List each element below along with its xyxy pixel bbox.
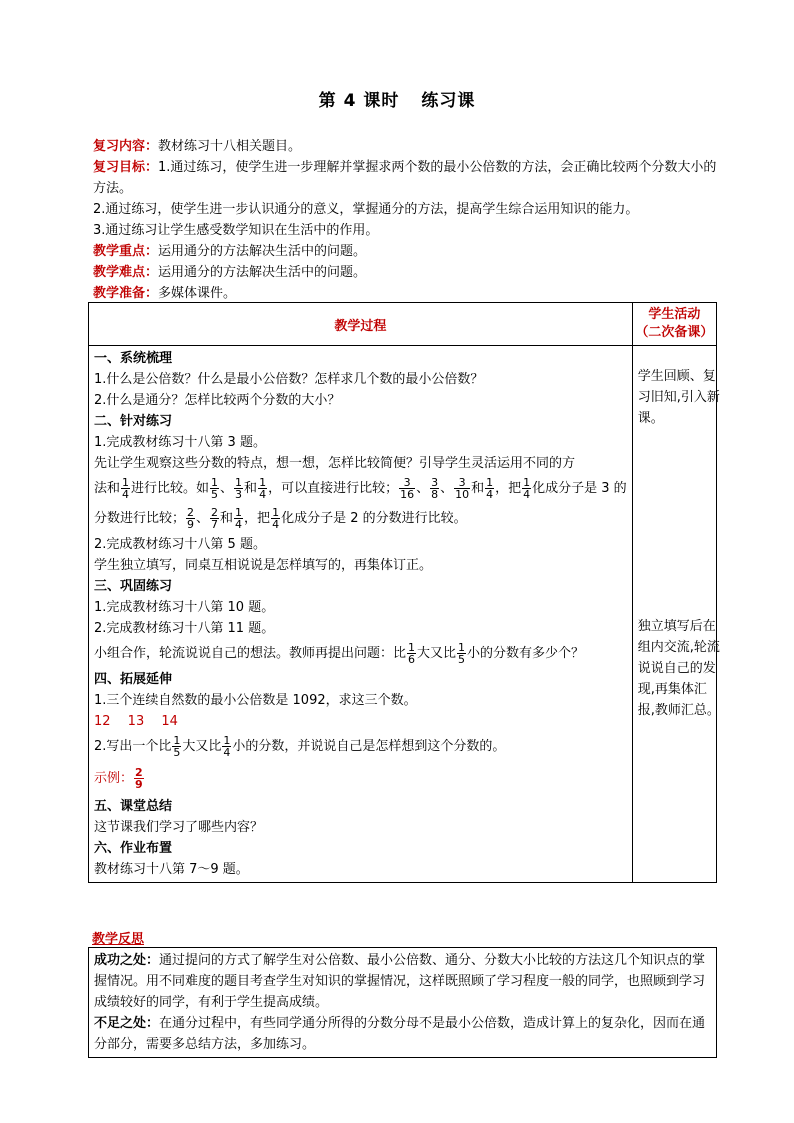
fraction: $\frac{1}{5}$ [458, 641, 466, 666]
fraction: $\frac{2}{9}$ [135, 766, 143, 791]
text-span: 化成分子是 2 的分数进行比较。 [281, 511, 467, 526]
reflection-box [88, 947, 717, 1058]
fraction-line [94, 504, 627, 534]
section-heading-2: 二、针对练习 [94, 414, 173, 429]
review-goal-row [93, 157, 723, 199]
text-line: 1.三个连续自然数的最小公倍数是 1092，求这三个数。 [94, 693, 417, 708]
text-span: 2.写出一个比 [94, 739, 172, 754]
text-line: 1.完成教材练习十八第 3 题。 [94, 435, 266, 450]
difficulty-row [93, 262, 723, 283]
text-span: 、 [196, 511, 210, 526]
lesson-meta [93, 136, 723, 304]
difficulty-text: 运用通分的方法解决生活中的问题。 [158, 265, 367, 280]
text-line: 这节课我们学习了哪些内容？ [94, 820, 264, 835]
text-line: 学生独立填写，同桌互相说说是怎样填写的，再集体订正。 [94, 558, 433, 573]
page-title [0, 86, 794, 111]
preparation-label: 教学准备： [93, 286, 159, 301]
student-activity-cell [632, 346, 720, 883]
student-activity-2: 独立填写后在组内交流,轮流说说自己的发现,再集体汇报,教师汇总。 [637, 619, 720, 718]
text-span: 大又比 [182, 739, 222, 754]
example-label: 示例： [94, 771, 134, 786]
success-text: 通过提问的方式了解学生对公倍数、最小公倍数、通分、分数大小比较的方法这几个知识点的掌握情况。用不同难度的题目考查学生对知识的掌握情况，这样既照顾了学习程度一般的同学，也照顾到学习成绩较好的同学，有利于学生提高成绩。 [94, 953, 706, 1010]
section-heading-5: 五、课堂总结 [94, 799, 173, 814]
review-goal-2: 2.通过练习，使学生进一步认识通分的意义，掌握通分的方法，提高学生综合运用知识的能力。 [93, 202, 639, 217]
title-lesson: 第 4 课时 [318, 91, 400, 111]
fraction-line [94, 474, 627, 504]
text-span: 分数进行比较； [94, 511, 186, 526]
fraction: $\frac{1}{5}$ [173, 734, 181, 759]
text-span: 和 [244, 481, 258, 496]
fraction: $\frac{1}{5}$ [211, 476, 219, 501]
text-span: 小的分数有多少个？ [467, 646, 585, 661]
fraction: $\frac{2}{9}$ [187, 506, 195, 531]
section-heading-6: 六、作业布置 [94, 841, 173, 856]
preparation-row [93, 283, 723, 304]
lesson-table [88, 302, 720, 883]
difficulty-label: 教学难点： [93, 265, 159, 280]
student-activity-subtitle: （二次备课） [635, 325, 714, 340]
success-label: 成功之处： [94, 953, 160, 968]
fraction: $\frac{1}{4}$ [272, 506, 280, 531]
example-line [94, 762, 627, 796]
reflection-title: 教学反思 [92, 932, 145, 947]
text-span: ，可以直接进行比较； [268, 481, 399, 496]
text-span: 法和 [94, 481, 121, 496]
text-line: 2.完成教材练习十八第 11 题。 [94, 621, 275, 636]
fraction: $\frac{1}{4}$ [523, 476, 531, 501]
fraction: $\frac{1}{4}$ [259, 476, 267, 501]
process-header: 教学过程 [89, 303, 633, 346]
key-point-label: 教学重点： [93, 244, 159, 259]
text-span: 小组合作，轮流说说自己的想法。教师再提出问题：比 [94, 646, 407, 661]
fraction-line [94, 639, 627, 669]
fraction: $\frac{1}{4}$ [235, 506, 243, 531]
fraction: $\frac{1}{4}$ [486, 476, 494, 501]
lack-label: 不足之处： [94, 1016, 160, 1031]
text-span: 、 [220, 481, 234, 496]
review-content-row [93, 136, 723, 157]
section-heading-4: 四、拓展延伸 [94, 672, 173, 687]
text-span: ，把 [244, 511, 271, 526]
process-cell [89, 346, 633, 883]
lack-paragraph [94, 1013, 711, 1055]
key-point-row [93, 241, 723, 262]
fraction: $\frac{1}{6}$ [408, 641, 416, 666]
text-span: 大又比 [417, 646, 457, 661]
text-span: ，把 [495, 481, 522, 496]
fraction-line [94, 732, 627, 762]
student-activity-title: 学生活动 [648, 307, 701, 322]
text-line: 2.什么是通分？怎样比较两个分数的大小？ [94, 393, 341, 408]
preparation-text: 多媒体课件。 [158, 286, 237, 301]
text-line: 2.完成教材练习十八第 5 题。 [94, 537, 266, 552]
text-line: 1.什么是公倍数？什么是最小公倍数？怎样求几个数的最小公倍数？ [94, 372, 484, 387]
review-content-label: 复习内容： [93, 139, 159, 154]
fraction: $\frac{1}{4}$ [122, 476, 130, 501]
text-line: 先让学生观察这些分数的特点，想一想，怎样比较简便？引导学生灵活运用不同的方 [94, 456, 576, 471]
fraction: $\frac{3}{16}$ [400, 476, 415, 501]
text-span: 小的分数，并说说自己是怎样想到这个分数的。 [232, 739, 506, 754]
answer-line: 12 13 14 [94, 714, 178, 729]
fraction: $\frac{2}{7}$ [211, 506, 219, 531]
text-span: 进行比较。如 [131, 481, 210, 496]
student-activity-header [632, 303, 716, 346]
section-heading-1: 一、系统梳理 [94, 351, 173, 366]
text-span: 和 [471, 481, 485, 496]
fraction: $\frac{1}{4}$ [223, 734, 231, 759]
text-span: 、 [416, 481, 430, 496]
text-span: 、 [440, 481, 454, 496]
text-line: 教材练习十八第 7～9 题。 [94, 862, 249, 877]
text-line: 1.完成教材练习十八第 10 题。 [94, 600, 275, 615]
review-goal-1: 1.通过练习，使学生进一步理解并掌握求两个数的最小公倍数的方法，会正确比较两个分数大小的方法。 [93, 160, 717, 196]
text-span: 化成分子是 3 的 [532, 481, 627, 496]
review-goal-3: 3.通过练习让学生感受数学知识在生活中的作用。 [93, 223, 379, 238]
review-goal-label: 复习目标： [93, 160, 159, 175]
lack-text: 在通分过程中，有些同学通分所得的分数分母不是最小公倍数，造成计算上的复杂化，因而在通分部分，需要多总结方法，多加练习。 [94, 1016, 706, 1052]
title-topic: 练习课 [421, 91, 476, 111]
student-activity-1: 学生回顾、复习旧知,引入新课。 [637, 369, 720, 426]
fraction: $\frac{3}{8}$ [431, 476, 439, 501]
key-point-text: 运用通分的方法解决生活中的问题。 [158, 244, 367, 259]
fraction: $\frac{1}{3}$ [235, 476, 243, 501]
review-content-text: 教材练习十八相关题目。 [158, 139, 302, 154]
success-paragraph [94, 950, 711, 1013]
fraction: $\frac{3}{10}$ [455, 476, 470, 501]
section-heading-3: 三、巩固练习 [94, 579, 173, 594]
text-span: 和 [220, 511, 234, 526]
